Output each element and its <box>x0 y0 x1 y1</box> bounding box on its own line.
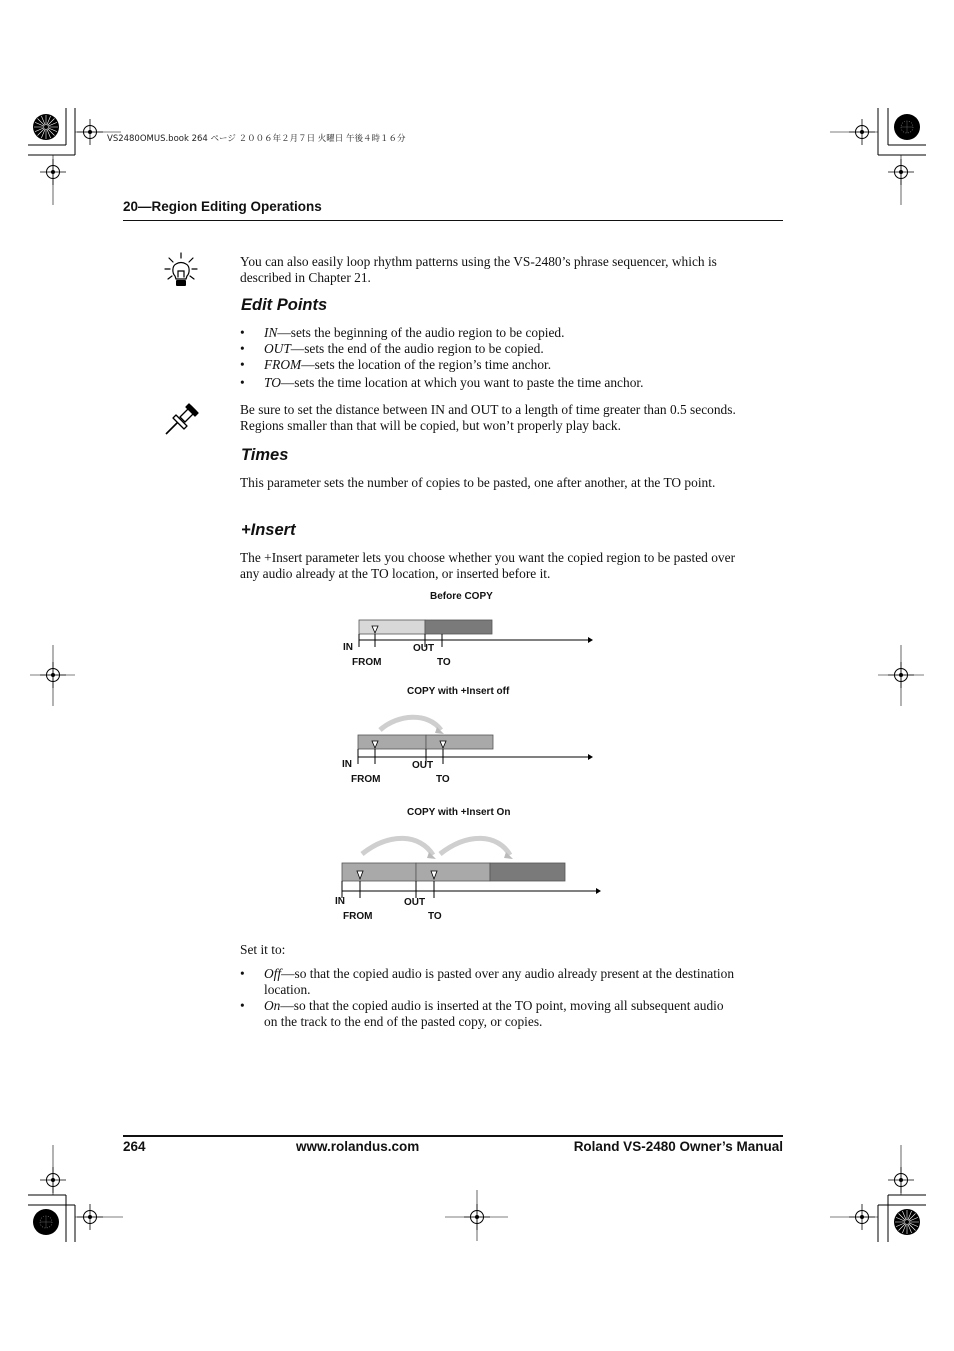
insert-options-list <box>240 966 740 1030</box>
edit-points-list <box>240 325 760 391</box>
list-item: • OUT—sets the end of the audio region to be copied. <box>240 341 760 357</box>
list-item: • Off—so that the copied audio is pasted over any audio already present at the destination location. <box>240 966 740 998</box>
label-from: FROM <box>343 911 373 922</box>
diagram-title: Before COPY <box>430 591 493 602</box>
label-in: IN <box>335 896 345 907</box>
diagram-title: COPY with +Insert On <box>407 807 511 818</box>
note-text: Be sure to set the distance between IN and OUT to a length of time greater than 0.5 seconds. Regions smaller than that will be copied, but won’t properly play back. <box>240 402 736 433</box>
footer-manual-title: Roland VS-2480 Owner’s Manual <box>573 1139 783 1154</box>
heading-edit-points: Edit Points <box>241 296 328 314</box>
pushpin-icon <box>162 400 202 438</box>
label-out: OUT <box>412 760 434 771</box>
diagram-title: COPY with +Insert off <box>407 686 510 697</box>
insert-text: The +Insert parameter lets you choose whether you want the copied region to be pasted over any audio already at the TO location, or inserted before it. <box>240 550 736 581</box>
lightbulb-icon <box>164 251 198 289</box>
label-in: IN <box>343 642 353 653</box>
label-in: IN <box>342 759 352 770</box>
label-from: FROM <box>352 657 382 668</box>
tip-text: You can also easily loop rhythm patterns using the VS-2480’s phrase sequencer, which is described in Chapter 21. <box>240 254 717 285</box>
list-item: • TO—sets the time location at which you want to paste the time anchor. <box>240 375 760 391</box>
list-item: • FROM—sets the location of the region’s time anchor. <box>240 357 760 373</box>
heading-insert: +Insert <box>241 521 296 539</box>
list-item: • On—so that the copied audio is inserted at the TO point, moving all subsequent audio on the track to the end of the pasted copy, or copies. <box>240 998 740 1030</box>
times-text: This parameter sets the number of copies to be pasted, one after another, at the TO point. <box>240 475 716 490</box>
list-item: • IN—sets the beginning of the audio region to be copied. <box>240 325 760 341</box>
label-to: TO <box>428 911 442 922</box>
page-number: 264 <box>123 1139 146 1154</box>
running-head: 20—Region Editing Operations <box>123 199 322 214</box>
label-to: TO <box>436 774 450 785</box>
before-copy-diagram <box>340 614 600 654</box>
label-from: FROM <box>351 774 381 785</box>
copy-insert-off-diagram <box>340 710 600 770</box>
header-rule <box>123 220 783 221</box>
label-out: OUT <box>404 897 426 908</box>
copy-insert-on-diagram <box>330 830 610 902</box>
heading-times: Times <box>241 446 289 464</box>
print-info: VS2480OMUS.book 264 ページ ２００６年２月７日 火曜日 午後４時１６分 <box>107 134 406 144</box>
footer-rule <box>123 1135 783 1137</box>
label-to: TO <box>437 657 451 668</box>
footer-url: www.rolandus.com <box>296 1139 420 1154</box>
set-it-to: Set it to: <box>240 942 286 957</box>
label-out: OUT <box>413 643 435 654</box>
